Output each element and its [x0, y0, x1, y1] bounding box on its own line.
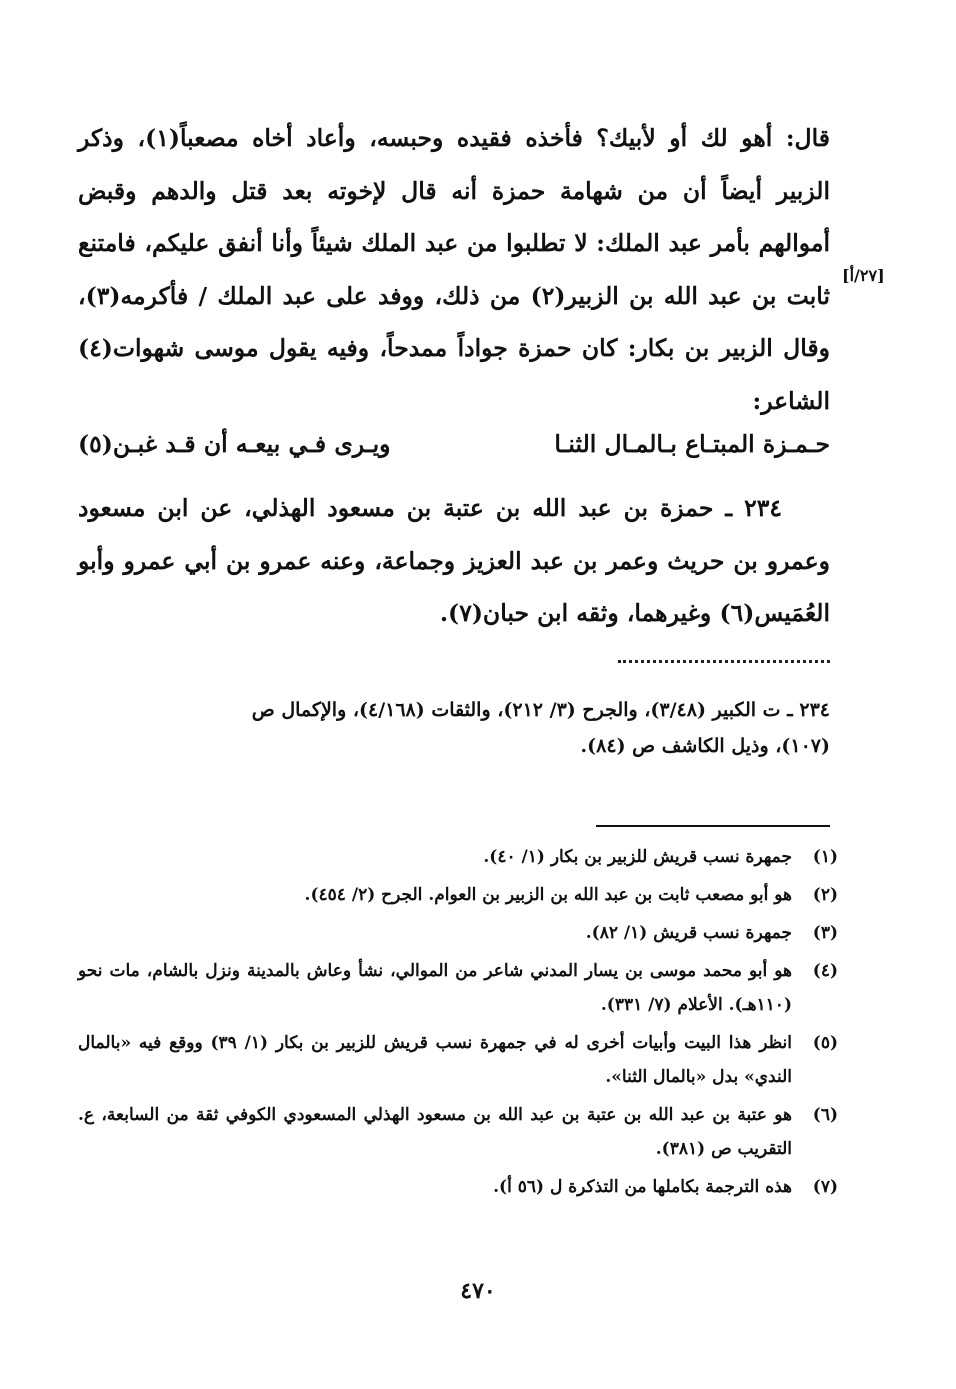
footnote-text: انظر هذا البيت وأبيات أخرى له في جمهرة نسب قريش للزبير بن بكار (١/ ٣٩) ووقع فيه «بالمال الندي» بدل «بالمال الثنا». [78, 1033, 792, 1087]
footnote [78, 916, 838, 950]
verse-first-hemistich: حـمـزة المبتـاع بـالمـال الثنـا [554, 430, 830, 458]
manuscript-folio-marker: [٢٧/أ] [842, 266, 885, 285]
dotted-separator [618, 660, 830, 663]
poetry-verse [78, 430, 830, 470]
biography-entry [78, 482, 830, 640]
footnote [78, 1026, 838, 1094]
footnote-text: هو أبو محمد موسى بن يسار المدني شاعر من الموالي، نشأ وعاش بالمدينة ونزل بالشام، مات نحو (١١٠هـ). الأعلام (٧/ ٣٣١). [78, 961, 792, 1015]
main-text [78, 112, 830, 428]
footnote [78, 1170, 838, 1204]
footnotes-list [78, 840, 838, 1208]
footnote-number: (٤) [812, 961, 838, 981]
footnote-text: هو أبو مصعب ثابت بن عبد الله بن الزبير بن العوام. الجرح (٢/ ٤٥٤). [304, 885, 792, 905]
footnote-text: جمهرة نسب قريش (١/ ٨٢). [585, 923, 792, 943]
footnote [78, 1098, 838, 1166]
sources-text: ٢٣٤ ـ ت الكبير (٣/٤٨)، والجرح (٣/ ٢١٢)، والثقات (٤/١٦٨)، والإكمال ص (١٠٧)، وذيل الكاشف ص (٨٤). [251, 699, 830, 757]
footnote-text: جمهرة نسب قريش للزبير بن بكار (١/ ٤٠). [483, 847, 792, 867]
footnote-number: (٥) [812, 1033, 838, 1053]
main-paragraph: قال: أهو لك أو لأبيك؟ فأخذه فقيده وحبسه، وأعاد أخاه مصعباً(١)، وذكر الزبير أيضاً أن من شهامة حمزة أنه قال لإخوته بعد قتل والدهم وقبض أموالهم بأمر عبد الملك: لا تطلبوا من عبد الملك شيئاً وأنا أنفق عليكم، فامتنع ثابت بن عبد الله بن الزبير(٢) من ذلك، ووفد على عبد الملك / فأكرمه(٣)، وقال الزبير بن بكار: كان حمزة جواداً ممدحاً، وفيه يقول موسى شهوات(٤) الشاعر: [78, 124, 830, 415]
verse-second-hemistich: ويـرى فـي بيعـه أن قـد غبـن(٥) [78, 430, 391, 458]
footnote [78, 840, 838, 874]
footnote-number: (٦) [812, 1105, 838, 1125]
footnote [78, 878, 838, 912]
footnote [78, 954, 838, 1022]
entry-sources [200, 692, 830, 764]
page-number: ٤٧٠ [460, 1278, 496, 1304]
footnote-number: (١) [812, 847, 838, 867]
entry-text: ٢٣٤ ـ حمزة بن عبد الله بن عتبة بن مسعود الهذلي، عن ابن مسعود وعمرو بن حريث وعمر بن عبد العزيز وجماعة، وعنه عمرو بن أبي عمرو وأبو العُمَيس(٦) وغيرهما، وثقه ابن حبان(٧). [78, 494, 830, 628]
footnote-text: هذه الترجمة بكاملها من التذكرة ل (٥٦ أ). [493, 1177, 792, 1197]
footnote-separator [596, 825, 830, 827]
footnote-number: (٧) [812, 1177, 838, 1197]
footnote-number: (٣) [812, 923, 838, 943]
footnote-number: (٢) [812, 885, 838, 905]
footnote-text: هو عتبة بن عبد الله بن عتبة بن عبد الله بن مسعود الهذلي المسعودي الكوفي ثقة من السابعة، ع. التقريب ص (٣٨١). [78, 1105, 792, 1159]
